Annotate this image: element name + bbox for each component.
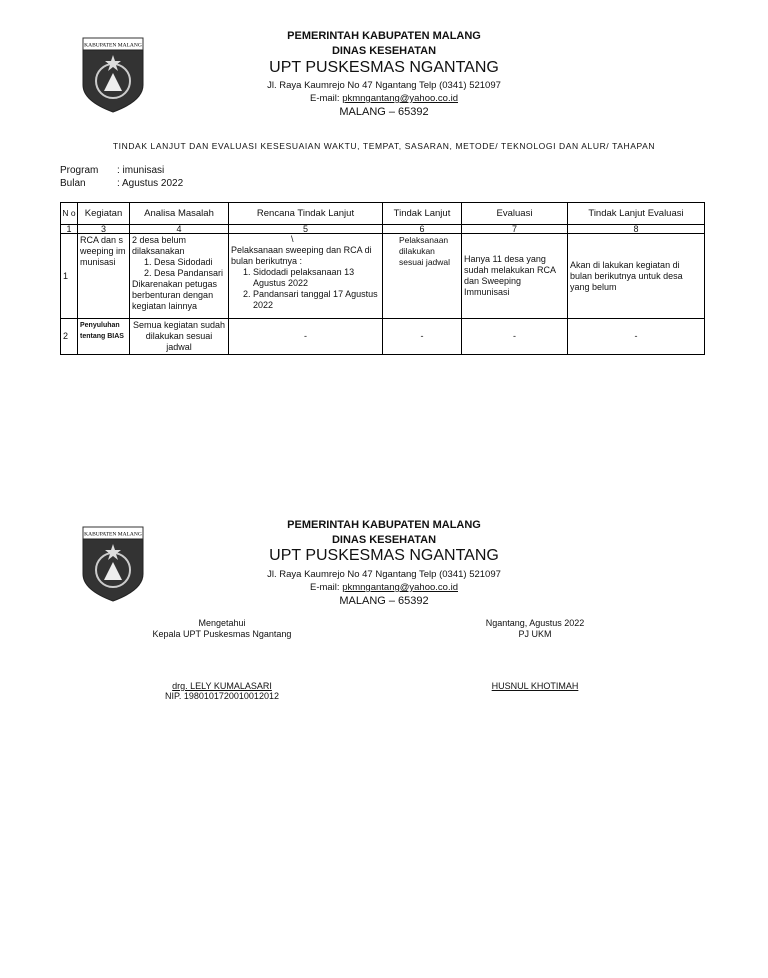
email-line [0, 582, 768, 593]
puskesmas-name: UPT PUSKESMAS NGANTANG [269, 59, 499, 76]
cell-analisa [130, 234, 229, 319]
col-number: 1 [61, 225, 78, 234]
cell-evaluasi: Hanya 11 desa yang sudah melakukan RCA dan Sweeping Immunisasi [462, 234, 568, 319]
email-link[interactable]: pkmngantang@yahoo.co.id [342, 93, 458, 104]
email-line [0, 93, 768, 104]
sig-left-nip: NIP. 198010172001001​2012 [165, 691, 279, 701]
address: Jl. Raya Kaumrejo No 47 Ngantang Telp (0341) 521097 [267, 80, 501, 91]
list-item: 2. Desa Pandansari [154, 268, 226, 279]
table-row [61, 319, 705, 355]
col-number: 3 [78, 225, 130, 234]
program-label: Program [60, 165, 99, 176]
document-title: TINDAK LANJUT DAN EVALUASI KESESUAIAN WAKTU, TEMPAT, SASARAN, METODE/ TEKNOLOGI DAN ALUR/ TAHAPAN [112, 141, 656, 151]
analisa-intro: 2 desa belum dilaksanakan [132, 235, 187, 256]
col-header-tle: Tindak Lanjut Evaluasi [568, 203, 705, 225]
list-item: 2. Pandansari tanggal 17 Agustus 2022 [253, 289, 380, 311]
table-row [61, 234, 705, 319]
analisa-outro: Dikarenakan petugas berbenturan dengan kegiatan lainnya [132, 279, 218, 311]
list-item: 1. Desa Sidodadi [154, 257, 226, 268]
stray-mark: \ [291, 234, 294, 244]
sig-right-line2: PJ UKM [518, 629, 552, 639]
cell-tindak-lanjut: - [383, 319, 462, 355]
cell-analisa: Semua kegiatan sudah dilakukan sesuai jadwal [130, 319, 229, 355]
cell-rencana: - [229, 319, 383, 355]
col-number: 6 [383, 225, 462, 234]
cell-tindak-lanjut: Pelaksanaan dilakukan sesuai jadwal [383, 234, 462, 319]
list-item: 1. Sidodadi pelaksanaan 13 Agustus 2022 [253, 267, 380, 289]
col-number: 5 [229, 225, 383, 234]
sig-left-line2: Kepala UPT Puskesmas Ngantang [152, 629, 292, 639]
sig-left-line1: Mengetahui [198, 618, 246, 628]
col-header-evaluasi: Evaluasi [462, 203, 568, 225]
agency-name: DINAS KESEHATAN [331, 45, 437, 57]
program-value: : imunisasi [117, 165, 165, 176]
city-postcode: MALANG – 65392 [339, 595, 429, 607]
evaluation-table [60, 202, 705, 355]
cell-tle: Akan di lakukan kegiatan di bulan berikutnya untuk desa yang belum [568, 234, 705, 319]
col-header-no: N o [61, 203, 78, 225]
address: Jl. Raya Kaumrejo No 47 Ngantang Telp (0341) 521097 [267, 569, 501, 580]
puskesmas-name: UPT PUSKESMAS NGANTANG [269, 547, 499, 564]
col-header-tindak-lanjut: Tindak Lanjut [383, 203, 462, 225]
cell-tle: - [568, 319, 705, 355]
sig-right-line1: Ngantang, Agustus 2022 [485, 618, 585, 628]
sig-right-name: HUSNUL KHOTIMAH [491, 681, 579, 691]
rencana-intro: Pelaksanaan sweeping dan RCA di bulan berikutnya : [231, 245, 372, 266]
email-label: E-mail: [309, 582, 343, 593]
col-number: 4 [130, 225, 229, 234]
table-header-row [61, 203, 705, 225]
email-label: E-mail: [309, 93, 343, 104]
agency-name: DINAS KESEHATAN [331, 534, 437, 546]
column-number-row [61, 225, 705, 234]
svg-text:KABUPATEN MALANG: KABUPATEN MALANG [84, 531, 142, 538]
col-number: 8 [568, 225, 705, 234]
bulan-label: Bulan [60, 178, 86, 189]
col-header-kegiatan: Kegiatan [78, 203, 130, 225]
cell-evaluasi: - [462, 319, 568, 355]
gov-name: PEMERINTAH KABUPATEN MALANG [287, 519, 481, 531]
cell-kegiatan: Penyuluhan tentang BIAS [78, 319, 130, 355]
col-header-rencana: Rencana Tindak Lanjut [229, 203, 383, 225]
svg-text:KABUPATEN MALANG: KABUPATEN MALANG [84, 42, 142, 49]
cell-kegiatan: RCA dan sweeping immunisasi [78, 234, 130, 319]
bulan-value: : Agustus 2022 [117, 178, 184, 189]
city-postcode: MALANG – 65392 [339, 106, 429, 118]
sig-left-name: drg. LELY KUMALASARI [172, 681, 272, 691]
gov-name: PEMERINTAH KABUPATEN MALANG [287, 30, 481, 42]
cell-no: 2 [61, 319, 78, 355]
cell-rencana [229, 234, 383, 319]
cell-no: 1 [61, 234, 78, 319]
email-link[interactable]: pkmngantang@yahoo.co.id [342, 582, 458, 593]
col-number: 7 [462, 225, 568, 234]
col-header-analisa: Analisa Masalah [130, 203, 229, 225]
